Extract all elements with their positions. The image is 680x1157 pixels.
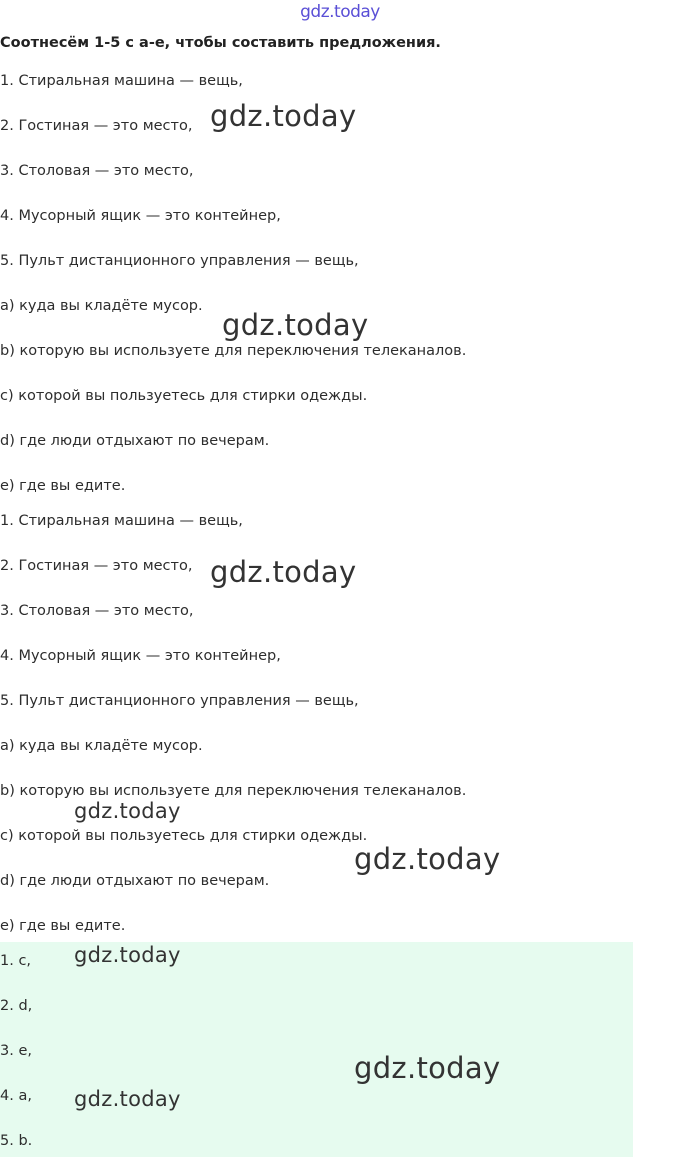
watermark: gdz.today [74, 799, 181, 823]
answer-5: 5. b. [0, 1133, 33, 1149]
watermark: gdz.today [210, 99, 357, 133]
sentence-end-c: c) которой вы пользуетесь для стирки одежды. [0, 828, 368, 844]
answer-2: 2. d, [0, 998, 33, 1014]
watermark: gdz.today [354, 1051, 501, 1085]
answer-box [0, 942, 633, 1157]
sentence-start-1: 1. Стиральная машина — вещь, [0, 73, 243, 89]
watermark: gdz.today [210, 555, 357, 589]
sentence-end-c: c) которой вы пользуетесь для стирки одежды. [0, 388, 368, 404]
sentence-start-2: 2. Гостиная — это место, [0, 118, 193, 134]
sentence-end-d: d) где люди отдыхают по вечерам. [0, 873, 270, 889]
watermark: gdz.today [74, 943, 181, 967]
sentence-end-e: e) где вы едите. [0, 478, 126, 494]
answer-3: 3. e, [0, 1043, 32, 1059]
sentence-end-e: e) где вы едите. [0, 918, 126, 934]
answer-4: 4. a, [0, 1088, 32, 1104]
watermark: gdz.today [222, 308, 369, 342]
sentence-start-3: 3. Столовая — это место, [0, 603, 194, 619]
watermark: gdz.today [74, 1087, 181, 1111]
sentence-start-2: 2. Гостиная — это место, [0, 558, 193, 574]
sentence-end-a: a) куда вы кладёте мусор. [0, 738, 203, 754]
sentence-end-d: d) где люди отдыхают по вечерам. [0, 433, 270, 449]
sentence-start-3: 3. Столовая — это место, [0, 163, 194, 179]
sentence-start-5: 5. Пульт дистанционного управления — вещь, [0, 253, 359, 269]
sentence-start-4: 4. Мусорный ящик — это контейнер, [0, 208, 281, 224]
sentence-start-5: 5. Пульт дистанционного управления — вещь, [0, 693, 359, 709]
watermark: gdz.today [354, 842, 501, 876]
sentence-start-4: 4. Мусорный ящик — это контейнер, [0, 648, 281, 664]
task-title: Соотнесём 1-5 с a-e, чтобы составить предложения. [0, 35, 441, 51]
sentence-end-b: b) которую вы используете для переключения телеканалов. [0, 343, 467, 359]
answer-1: 1. c, [0, 953, 32, 969]
sentence-end-b: b) которую вы используете для переключения телеканалов. [0, 783, 467, 799]
sentence-start-1: 1. Стиральная машина — вещь, [0, 513, 243, 529]
site-header-logo[interactable]: gdz.today [300, 2, 380, 22]
sentence-end-a: a) куда вы кладёте мусор. [0, 298, 203, 314]
